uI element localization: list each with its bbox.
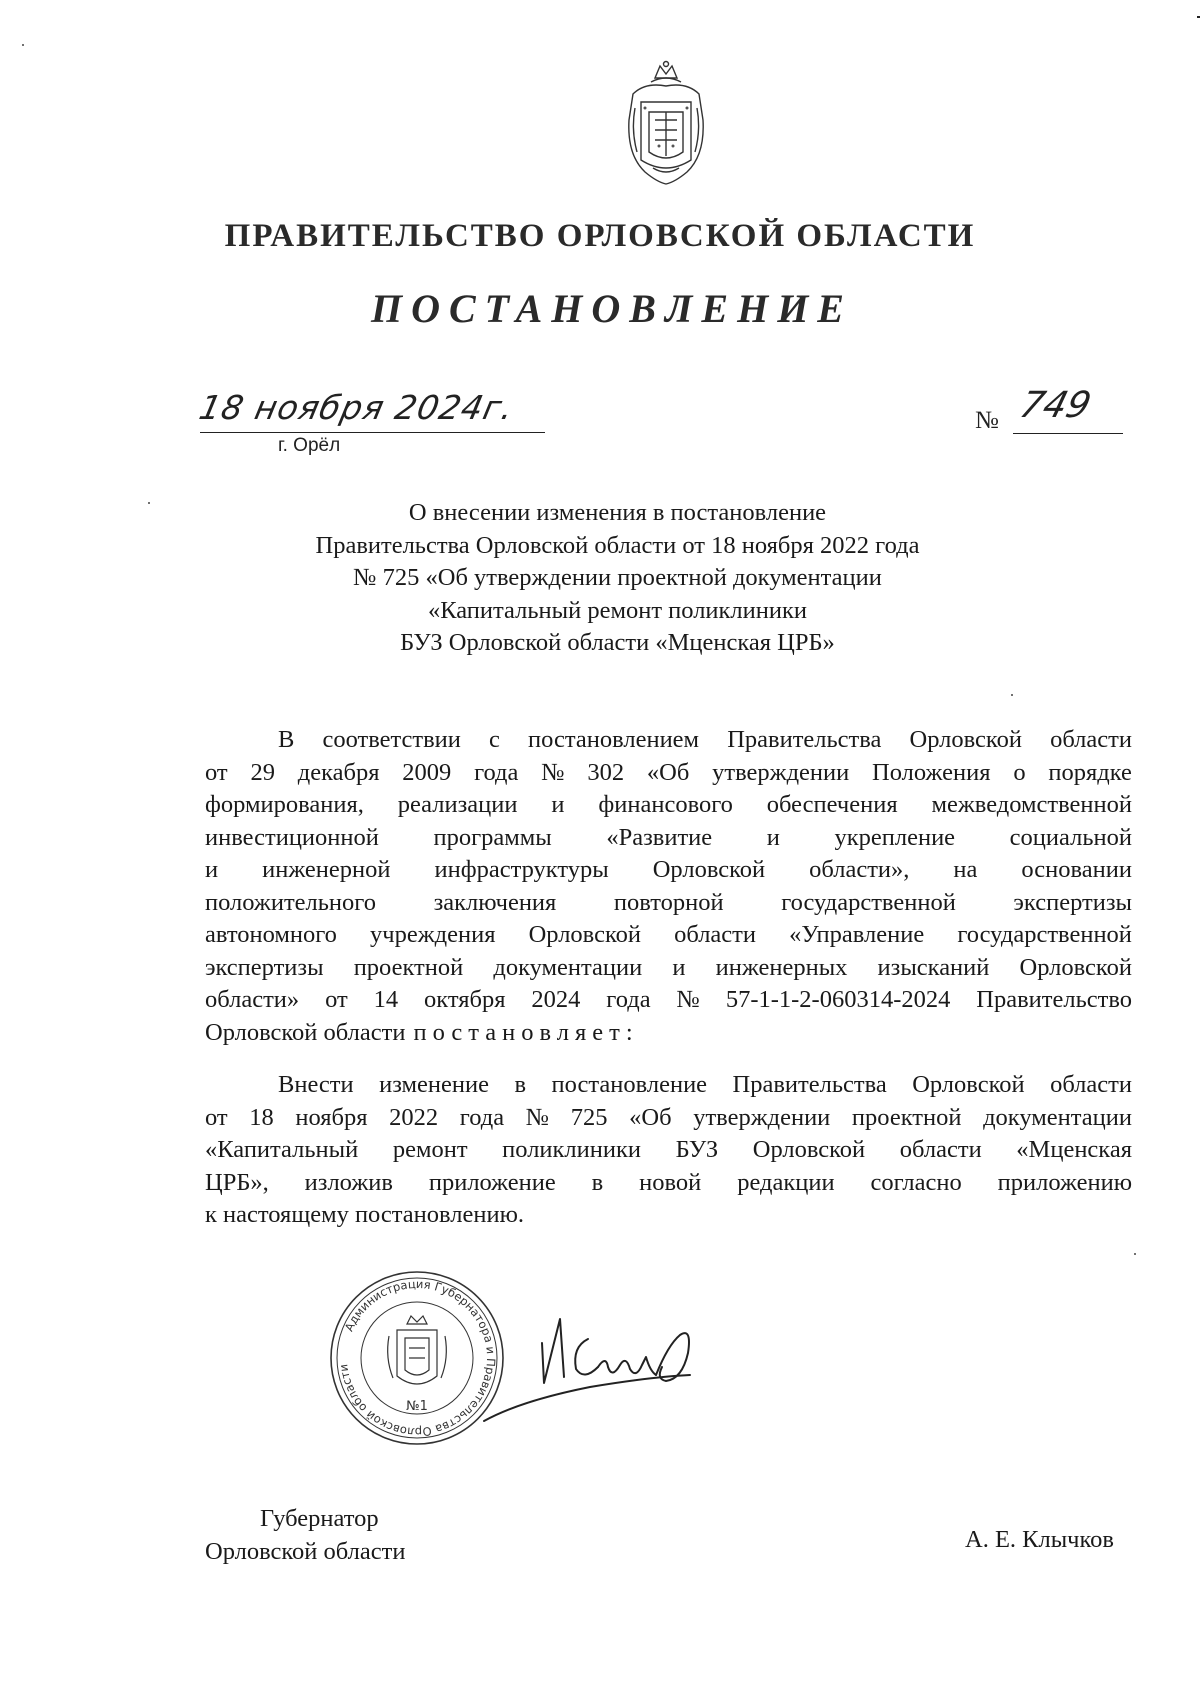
word: финансового [598, 791, 733, 818]
word: экспертизы [1013, 888, 1132, 916]
word: ЦРБ», [205, 1168, 269, 1196]
handwritten-date: 18 ноября 2024г. [195, 388, 518, 427]
word: Орловской [528, 921, 641, 948]
word: Орловской [1019, 953, 1132, 981]
signatory-title [205, 1503, 405, 1568]
justified-line [205, 1134, 1132, 1167]
word: основании [1021, 856, 1132, 883]
word: согласно [870, 1168, 962, 1196]
final-line [205, 1199, 1132, 1232]
date-underline [200, 432, 545, 433]
subject-line: БУЗ Орловской области «Мценская ЦРБ» [400, 629, 835, 656]
word: области [674, 921, 756, 948]
word: области [1050, 726, 1132, 753]
word: 2009 [402, 758, 452, 786]
word: положительного [205, 888, 376, 916]
word: изменение [379, 1071, 490, 1098]
word: «Управление [789, 921, 925, 948]
word: поликлиники [502, 1136, 642, 1163]
government-name: ПРАВИТЕЛЬСТВО ОРЛОВСКОЙ ОБЛАСТИ [224, 218, 976, 254]
subject-line: О внесении изменения в постановление [408, 499, 827, 526]
justified-line [205, 887, 1132, 920]
subject-line: «Капитальный ремонт поликлиники [427, 596, 808, 624]
signatory-region: Орловской области [205, 1537, 406, 1565]
word: № [676, 986, 700, 1013]
date-block [195, 388, 550, 458]
handwritten-signature [480, 1305, 720, 1435]
word: повторной [613, 888, 724, 916]
word: с [489, 726, 500, 753]
word: в [591, 1168, 604, 1196]
word: приложение [428, 1168, 556, 1196]
word: «Об [629, 1103, 672, 1131]
word: 29 [250, 758, 275, 786]
word: новой [639, 1168, 702, 1196]
word: области» [205, 986, 300, 1013]
word: укрепление [834, 823, 956, 851]
word: 18 [249, 1103, 274, 1131]
justified-line [205, 1102, 1132, 1135]
seal-number: №1 [406, 1399, 428, 1414]
word: инженерных [715, 953, 848, 981]
justified-line [205, 822, 1132, 855]
word: «Об [646, 758, 690, 786]
word: 57-1-1-2-060314-2024 [725, 986, 951, 1013]
word: на [953, 856, 978, 883]
word: заключения [433, 888, 557, 916]
word: документации [493, 953, 643, 981]
seal-ring-text: Администрация Губернатора и Правительства Орловской области [336, 1276, 499, 1440]
word: от [205, 1103, 228, 1131]
word: Орловской [909, 726, 1022, 753]
word: от [325, 986, 348, 1013]
word: изысканий [877, 953, 990, 981]
word: инвестиционной [205, 823, 379, 851]
word: В [278, 726, 295, 753]
justified-line [205, 724, 1132, 757]
word: обеспечения [766, 791, 898, 818]
word: ремонт [392, 1136, 468, 1163]
word: области [899, 1136, 982, 1163]
word: в [514, 1071, 527, 1098]
scan-speck [1011, 694, 1013, 696]
word: реализации [397, 791, 518, 818]
justified-line [205, 1167, 1132, 1200]
word: и [766, 823, 780, 851]
word: утверждении [693, 1103, 831, 1131]
scan-speck [22, 44, 24, 46]
word: Орловской [652, 856, 766, 883]
word: учреждения [370, 921, 496, 948]
signatory-position: Губернатор [260, 1505, 379, 1532]
word: 2022 [389, 1103, 439, 1131]
word: о [1013, 758, 1026, 786]
word: постановлением [528, 726, 700, 753]
subject-line: № 725 «Об утверждении проектной документации [353, 564, 882, 591]
number-block [975, 385, 1135, 445]
word: октября [424, 986, 506, 1013]
number-underline [1013, 433, 1123, 434]
final-line-text: Орловской области [205, 1018, 406, 1046]
word: области [1050, 1071, 1132, 1098]
document-type-title: ПОСТАНОВЛЕНИЕ [371, 286, 853, 331]
word: 725 [570, 1103, 608, 1131]
word: порядке [1048, 758, 1132, 786]
word: года [474, 758, 519, 786]
city-label: г. Орёл [278, 435, 341, 456]
word: межведомственной [931, 791, 1132, 818]
word: и [551, 791, 565, 818]
resolves-word: постановляет: [413, 1018, 639, 1046]
word: государственной [781, 888, 956, 916]
word: года [606, 986, 651, 1013]
document-subject [0, 497, 1200, 660]
word: ноября [295, 1103, 368, 1131]
word: от [205, 758, 228, 786]
word: утверждении [712, 758, 850, 786]
word: программы [433, 823, 552, 851]
word: Положения [872, 758, 991, 786]
word: БУЗ [675, 1136, 719, 1163]
word: декабря [297, 758, 380, 786]
word: года [459, 1103, 505, 1131]
word: автономного [205, 921, 337, 948]
word: Правительства [732, 1071, 887, 1098]
word: социальной [1009, 823, 1132, 851]
word: «Развитие [606, 823, 713, 851]
scan-speck [148, 502, 150, 504]
word: Орловской [912, 1071, 1025, 1098]
word: № [541, 758, 565, 786]
signer-name: А. Е. Клычков [965, 1526, 1114, 1553]
word: проектной [353, 953, 464, 981]
word: соответствии [322, 726, 461, 753]
preamble-paragraph [205, 724, 1132, 1049]
justified-line [205, 854, 1132, 887]
word: инженерной [262, 856, 391, 883]
justified-line [205, 984, 1132, 1017]
word: и [205, 856, 219, 883]
word: редакции [737, 1168, 835, 1196]
word: Внести [278, 1071, 354, 1098]
word: № [525, 1103, 550, 1131]
word: 2024 [531, 986, 581, 1013]
justified-line [205, 952, 1132, 985]
handwritten-number: 749 [1015, 385, 1096, 426]
word: «Капитальный [205, 1136, 359, 1163]
word: Правительство [976, 986, 1132, 1013]
word: области», [809, 856, 910, 883]
operative-paragraph [205, 1069, 1132, 1232]
word: «Мценская [1016, 1136, 1132, 1163]
word: экспертизы [205, 953, 324, 981]
coat-of-arms-emblem [625, 60, 707, 190]
final-line-text: к настоящему постановлению. [205, 1201, 525, 1228]
justified-line [205, 789, 1132, 822]
word: и [672, 953, 686, 981]
scan-speck [1134, 1253, 1136, 1255]
number-sign: № [975, 407, 999, 434]
justified-line [205, 1069, 1132, 1102]
word: документации [983, 1103, 1132, 1131]
word: 14 [373, 986, 399, 1013]
word: инфраструктуры [434, 856, 609, 883]
word: 302 [587, 758, 625, 786]
word: Правительства [727, 726, 882, 753]
word: формирования, [205, 791, 364, 818]
subject-line: Правительства Орловской области от 18 ноября 2022 года [315, 531, 920, 559]
justified-line [205, 919, 1132, 952]
word: постановление [551, 1071, 708, 1098]
word: проектной [851, 1103, 962, 1131]
word: государственной [957, 921, 1132, 948]
word: приложению [997, 1168, 1132, 1196]
justified-line [205, 757, 1132, 790]
word: изложив [304, 1168, 393, 1196]
final-line [205, 1017, 1132, 1050]
word: Орловской [752, 1136, 866, 1163]
